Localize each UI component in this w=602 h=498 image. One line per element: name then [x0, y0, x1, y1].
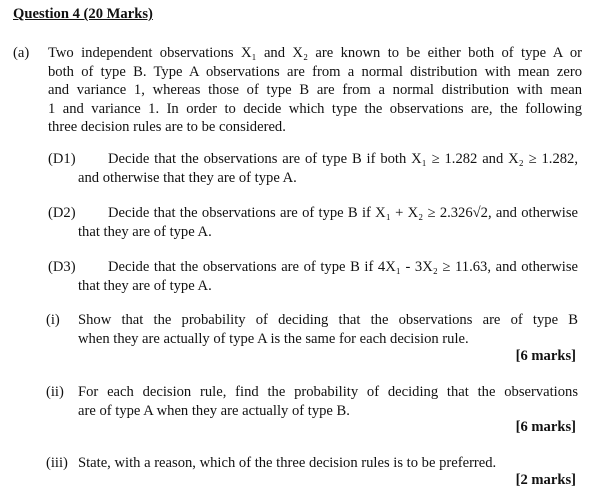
rule-d3-text: [78, 258, 578, 295]
rule-d1-tag: (D1): [48, 151, 76, 167]
subpart-ii-line-1: For each decision rule, find the probability of deciding that the observations: [78, 384, 578, 400]
subpart-iii-text: [78, 454, 578, 473]
rule-d3-line-2: that they are of type A.: [78, 277, 212, 294]
part-a-line-2: both of type B. Type A observations are from a normal distribution with mean zero: [48, 63, 582, 80]
rule-d3-line-1: Decide that the observations are of type B if 4X₁ - 3X₂ ≥ 11.63, and otherwise: [108, 259, 578, 275]
rule-d3-tag: (D3): [48, 259, 76, 275]
subpart-ii-line-2: are of type A when they are actually of type B.: [78, 402, 350, 419]
rule-d1-line-2: and otherwise that they are of type A.: [78, 169, 297, 186]
rule-d2-text: [78, 204, 578, 241]
subpart-i-marks: [6 marks]: [515, 348, 576, 364]
subpart-iii-marks: [2 marks]: [515, 472, 576, 488]
subpart-ii-marks: [6 marks]: [515, 419, 576, 435]
subpart-ii-text: [78, 383, 578, 420]
question-heading: Question 4 (20 Marks): [13, 6, 153, 22]
subpart-i-tag: (i): [46, 312, 60, 328]
part-a-line-3: and variance 1, whereas those of type B are from a normal distribution with mean: [48, 82, 582, 99]
subpart-i-line-2: when they are actually of type A is the same for each decision rule.: [78, 330, 469, 347]
subpart-iii-tag: (iii): [46, 455, 68, 471]
rule-d2-line-1: Decide that the observations are of type B if X₁ + X₂ ≥ 2.326√2, and otherwise: [108, 205, 578, 221]
part-a-line-4: 1 and variance 1. In order to decide which type the observations are, the following: [48, 100, 582, 117]
part-a-line-5: three decision rules are to be considered.: [48, 119, 286, 136]
subpart-ii-tag: (ii): [46, 384, 64, 400]
rule-d2-tag: (D2): [48, 205, 76, 221]
subpart-i-line-1: Show that the probability of deciding that the observations are of type B: [78, 312, 578, 328]
part-a-line-1: Two independent observations X₁ and X₂ are known to be either both of type A or: [48, 45, 582, 61]
part-a-label: (a): [13, 45, 30, 61]
part-a-text: [48, 44, 582, 137]
subpart-i-text: [78, 311, 578, 348]
rule-d1-line-1: Decide that the observations are of type B if both X₁ ≥ 1.282 and X₂ ≥ 1.282,: [108, 151, 578, 167]
rule-d1-text: [78, 150, 578, 187]
subpart-iii-line-1: State, with a reason, which of the three decision rules is to be preferred.: [78, 455, 497, 471]
rule-d2-line-2: that they are of type A.: [78, 223, 212, 240]
